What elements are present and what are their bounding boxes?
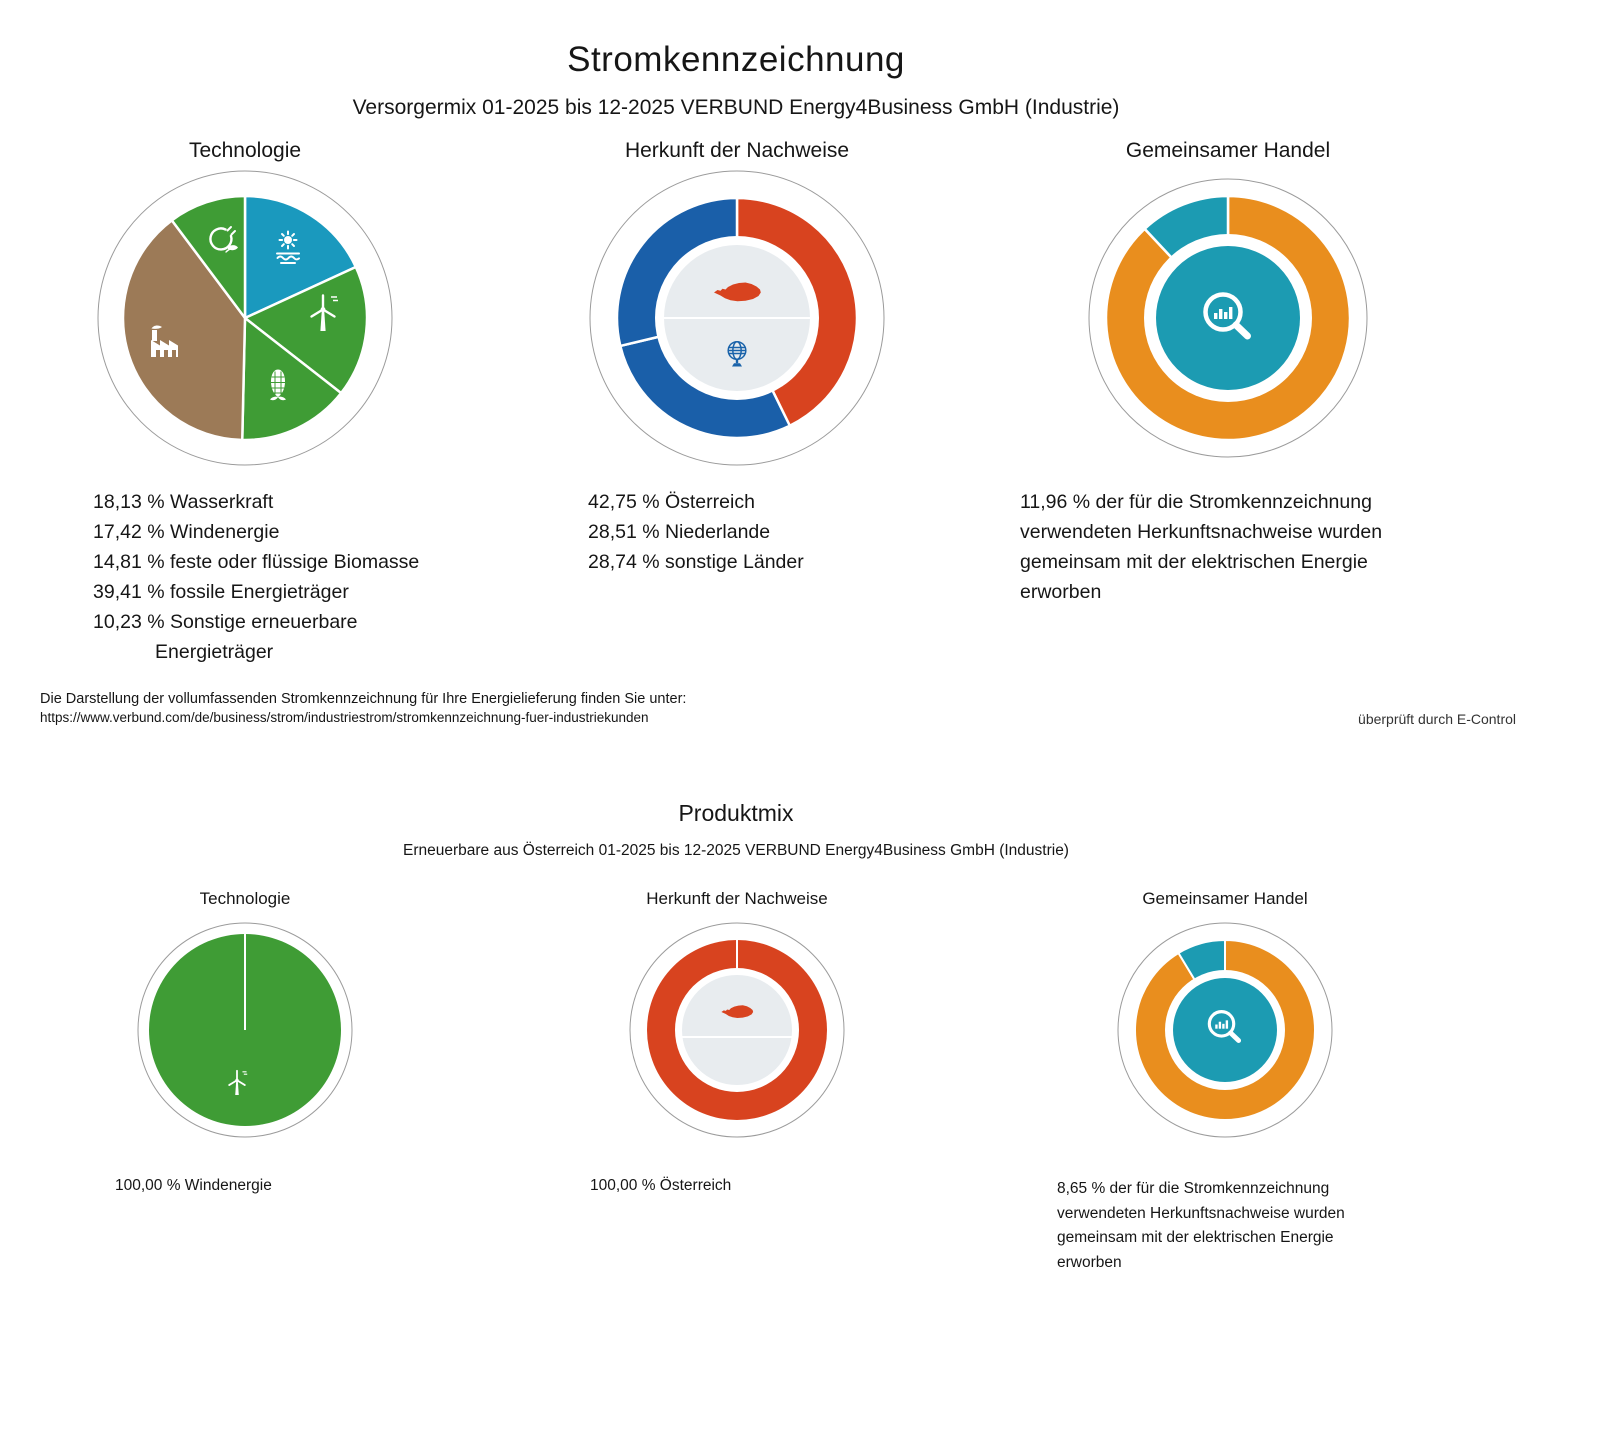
produktmix-title: Produktmix: [678, 800, 794, 826]
chart-title-gemeinsamer-handel: Gemeinsamer Handel: [1125, 139, 1331, 162]
legend-item: 39,41 % fossile Energieträger: [93, 581, 349, 603]
pie-chart-versorgermix-technologie: [97, 170, 393, 466]
legend-item: 28,51 % Niederlande: [588, 521, 771, 543]
inner-circle-divider: [664, 317, 810, 319]
footer-info-text: Die Darstellung der vollumfassenden Stromkennzeichnung für Ihre Energielieferung finden Sie unter:: [40, 691, 687, 707]
legend-herkunft: [588, 487, 1008, 577]
pie-chart-produktmix-technologie: [137, 922, 353, 1138]
legend-item: 17,42 % Windenergie: [93, 521, 280, 543]
produktmix-subtitle: Erneuerbare aus Österreich 01-2025 bis 12-2025 VERBUND Energy4Business GmbH (Industrie): [403, 842, 1069, 859]
wind-turbine-icon: [304, 290, 342, 334]
chart-title-technologie-produktmix: Technologie: [199, 889, 291, 908]
legend-technologie: [93, 487, 455, 667]
donut-chart-produktmix-herkunft: [629, 922, 845, 1138]
globe-icon: [724, 339, 750, 369]
legend-item: 10,23 % Sonstige erneuerbare Energieträger: [93, 611, 358, 663]
austria-map-icon: [720, 1002, 754, 1021]
donut-chart-produktmix-gemeinsamer-handel: [1117, 922, 1333, 1138]
footer-url: https://www.verbund.com/de/business/strom/industriestrom/stromkennzeichnung-fuer-industriekunden: [40, 710, 649, 725]
chart-title-technologie: Technologie: [188, 139, 302, 162]
magnifier-chart-icon: [1195, 285, 1261, 351]
plug-leaf-icon: [200, 223, 240, 257]
page-subtitle: Versorgermix 01-2025 bis 12-2025 VERBUND Energy4Business GmbH (Industrie): [352, 96, 1120, 119]
label-windenergie: 100,00 % Windenergie: [115, 1177, 272, 1194]
donut-chart-versorgermix-gemeinsamer-handel: [1088, 178, 1368, 458]
verified-by-label: überprüft durch E-Control: [1358, 711, 1516, 727]
note-gemeinsamer-handel: 11,96 % der für die Stromkennzeichnung verwendeten Herkunftsnachweise wurden gemeinsam mit der elektrischen Energie erworben: [1020, 491, 1383, 603]
chart-title-herkunft: Herkunft der Nachweise: [624, 139, 850, 162]
factory-icon: [144, 323, 190, 359]
austria-map-icon: [712, 277, 762, 305]
wind-turbine-icon: [224, 1067, 250, 1097]
label-oesterreich: 100,00 % Österreich: [590, 1177, 732, 1194]
chart-title-gemeinsamer-handel-produktmix: Gemeinsamer Handel: [1142, 889, 1308, 908]
legend-item: 14,81 % feste oder flüssige Biomasse: [93, 551, 420, 573]
inner-circle-divider: [682, 1036, 792, 1038]
sun-water-icon: [268, 230, 308, 266]
page-title: Stromkennzeichnung: [567, 40, 905, 79]
legend-item: 28,74 % sonstige Länder: [588, 551, 804, 573]
note-gemeinsamer-handel-produktmix: 8,65 % der für die Stromkennzeichnung verwendeten Herkunftsnachweise wurden gemeinsam mit der elektrischen Energie erworben: [1057, 1180, 1345, 1271]
chart-title-herkunft-produktmix: Herkunft der Nachweise: [646, 889, 828, 908]
magnifier-chart-icon: [1202, 1005, 1248, 1051]
corn-icon: [266, 368, 290, 402]
donut-chart-versorgermix-herkunft: [589, 170, 885, 466]
legend-item: 18,13 % Wasserkraft: [93, 491, 274, 513]
legend-item: 42,75 % Österreich: [588, 491, 755, 513]
